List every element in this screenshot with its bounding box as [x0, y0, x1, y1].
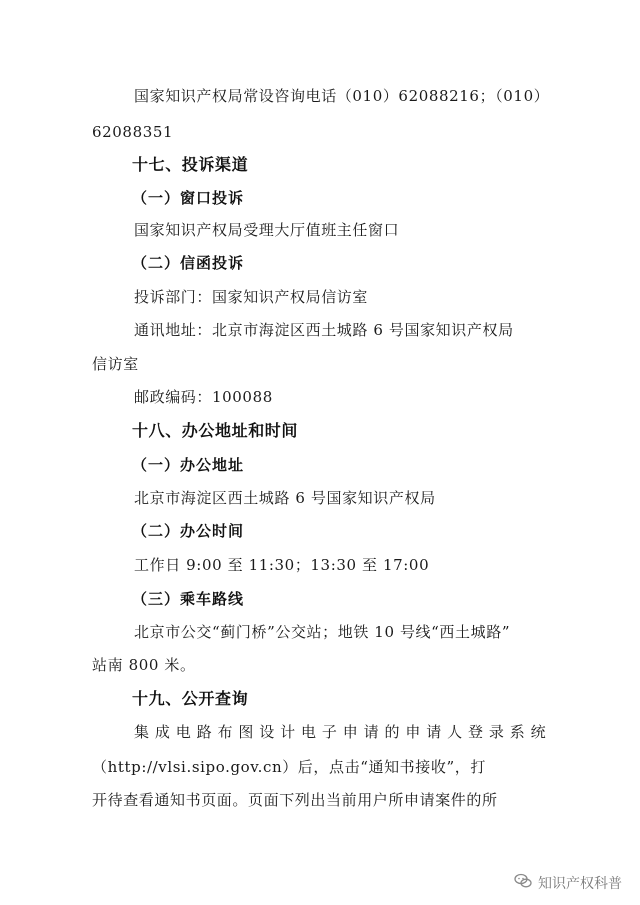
wechat-watermark — [514, 873, 622, 893]
subheading-letter-complaint: （二）信函投诉 — [132, 254, 245, 272]
public-query-line-1: 集成电路布图设计电子申请的申请人登录系统 — [134, 723, 546, 741]
subheading-office-address: （一）办公地址 — [132, 456, 245, 474]
subheading-window-complaint: （一）窗口投诉 — [132, 189, 245, 207]
transit-route-line-2: 站南 800 米。 — [92, 656, 196, 674]
public-query-line-2: （http://vlsi.sipo.gov.cn）后，点击“通知书接收”，打 — [92, 758, 486, 776]
watermark-text: 知识产权科普 — [538, 876, 622, 892]
subheading-office-hours: （二）办公时间 — [132, 522, 245, 540]
window-complaint-text: 国家知识产权局受理大厅值班主任窗口 — [134, 221, 400, 239]
consult-phone-line-1: 国家知识产权局常设咨询电话（010）62088216；（010） — [134, 87, 550, 105]
wechat-icon — [514, 873, 532, 893]
complaint-department: 投诉部门：国家知识产权局信访室 — [134, 288, 369, 306]
consult-phone-line-2: 62088351 — [92, 123, 174, 141]
postcode: 邮政编码：100088 — [134, 388, 273, 406]
section-heading-19: 十九、公开查询 — [132, 689, 249, 708]
section-heading-18: 十八、办公地址和时间 — [132, 421, 299, 440]
mailing-address-line-1: 通讯地址：北京市海淀区西土城路 6 号国家知识产权局 — [134, 321, 514, 339]
office-address-text: 北京市海淀区西土城路 6 号国家知识产权局 — [134, 489, 436, 507]
transit-route-line-1: 北京市公交“蓟门桥”公交站；地铁 10 号线“西土城路” — [134, 623, 511, 641]
subheading-transit-route: （三）乘车路线 — [132, 590, 245, 608]
office-hours-text: 工作日 9:00 至 11:30；13:30 至 17:00 — [134, 556, 430, 574]
public-query-line-3: 开待查看通知书页面。页面下列出当前用户所申请案件的所 — [92, 791, 498, 809]
section-heading-17: 十七、投诉渠道 — [132, 155, 249, 174]
mailing-address-line-2: 信访室 — [92, 355, 139, 373]
